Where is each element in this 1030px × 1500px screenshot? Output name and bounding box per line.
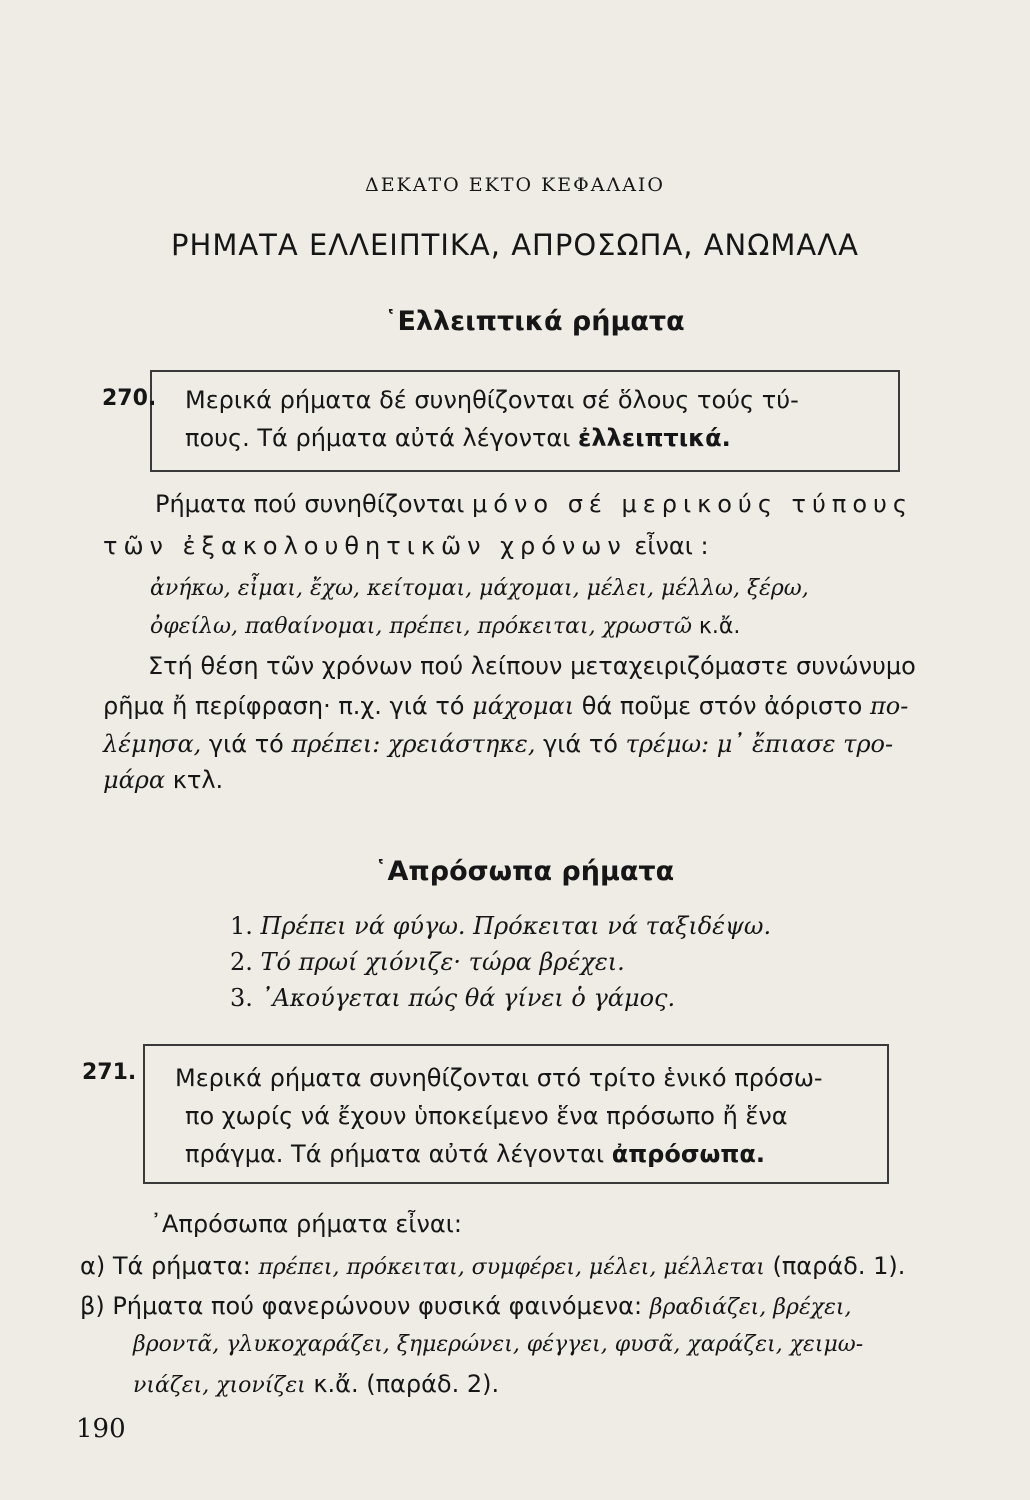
rule-270-line1: Μερικά ρήματα δέ συνηθίζονται σέ ὅλους τούς τύ- xyxy=(185,386,799,414)
para2-line2-verb2: πο- xyxy=(869,692,909,720)
item-a-label: α) xyxy=(80,1252,106,1280)
item-b-verbs: βραδιάζει, βρέχει, xyxy=(649,1295,852,1320)
rule-270-term: ἐλλειπτικά. xyxy=(578,424,731,452)
para2-line3-verb1: λέμησα, xyxy=(103,730,202,758)
example-text: Τό πρωί χιόνιζε· τώρα βρέχει. xyxy=(260,948,625,976)
item-b-line3-verbs: νιάζει, χιονίζει xyxy=(133,1373,306,1398)
rule-271-line3 xyxy=(185,1140,765,1168)
section-heading-elliptic: ῾Ελλειπτικά ρήματα xyxy=(384,306,685,337)
para2-line1: Στή θέση τῶν χρόνων πού λείπουν μεταχειριζόμαστε συνώνυμο xyxy=(148,652,916,680)
rule-270-line2-text: πους. Τά ρήματα αὐτά λέγονται xyxy=(185,424,578,452)
rule-270-line2 xyxy=(185,424,731,452)
item-a-verbs: πρέπει, πρόκειται, συμφέρει, μέλει, μέλλεται xyxy=(258,1255,765,1280)
para2-line2-verb: μάχομαι xyxy=(472,692,575,720)
verbs-line2-etc: κ.ἄ. xyxy=(691,614,741,639)
para2-line3-text2: γιά τό xyxy=(535,730,626,758)
page-number: 190 xyxy=(76,1414,126,1444)
para1-line2 xyxy=(103,532,709,560)
rule-271-line3-text: πράγμα. Τά ρήματα αὐτά λέγονται xyxy=(185,1140,612,1168)
para2-line2-text1: ρῆμα ἤ περίφραση· π.χ. γιά τό xyxy=(103,692,473,720)
para2-line4-etc: κτλ. xyxy=(165,766,224,794)
para1-line2-emphasis: τῶν ἐξακολουθητικῶν χρόνων xyxy=(103,532,627,560)
example-1 xyxy=(230,912,771,940)
example-number: 2. xyxy=(230,948,253,976)
chapter-label: ΔΕΚΑΤΟ ΕΚΤΟ ΚΕΦΑΛΑΙΟ xyxy=(364,174,666,196)
rule-number-270: 270. xyxy=(102,386,157,411)
item-b-label: β) xyxy=(80,1292,105,1320)
item-b xyxy=(80,1292,852,1320)
section-heading-impersonal: ῾Απρόσωπα ρήματα xyxy=(374,856,675,887)
rule-271-line1: Μερικά ρήματα συνηθίζονται στό τρίτο ἑνικό πρόσω- xyxy=(175,1064,823,1092)
para2-line4 xyxy=(103,766,223,794)
verbs-line1: ἀνήκω, εἶμαι, ἔχω, κείτομαι, μάχομαι, μέλει, μέλλω, ξέρω, xyxy=(150,576,809,601)
para2-line3-verb3: τρέμω: μ᾿ ἔπιασε τρο- xyxy=(625,730,894,758)
item-a xyxy=(80,1252,905,1280)
verbs-line2 xyxy=(150,614,740,639)
para2-line3-verb2: πρέπει: χρειάστηκε, xyxy=(291,730,536,758)
item-a-text: Τά ρήματα: xyxy=(112,1252,259,1280)
para1-emphasis: μόνο σέ μερικούς τύπους xyxy=(472,490,913,518)
rule-271-term: ἀπρόσωπα. xyxy=(611,1140,765,1168)
para2-line2 xyxy=(103,692,908,720)
chapter-title: ΡΗΜΑΤΑ ΕΛΛΕΙΠΤΙΚΑ, ΑΠΡΟΣΩΠΑ, ΑΝΩΜΑΛΑ xyxy=(171,228,859,262)
item-b-line3 xyxy=(133,1370,499,1398)
example-2 xyxy=(230,948,625,976)
example-number: 1. xyxy=(230,912,253,940)
rule-271-line2: πο χωρίς νά ἔχουν ὑποκείμενο ἕνα πρόσωπο ἤ ἕνα xyxy=(185,1102,788,1130)
para2-line4-word: μάρα xyxy=(103,766,166,794)
para2-line2-text2: θά ποῦμε στόν ἀόριστο xyxy=(574,692,870,720)
para2-line3-text1: γιά τό xyxy=(201,730,292,758)
para1-line1-text: Ρήματα πού συνηθίζονται xyxy=(155,490,473,518)
rule-number-271: 271. xyxy=(82,1060,137,1085)
item-b-text: Ρήματα πού φανερώνουν φυσικά φαινόμενα: xyxy=(112,1292,650,1320)
example-text: Πρέπει νά φύγω. Πρόκειται νά ταξιδέψω. xyxy=(260,912,772,940)
para1-line2-text: εἶναι : xyxy=(626,532,709,560)
verbs-line2-verbs: ὀφείλω, παθαίνομαι, πρέπει, πρόκειται, χρωστῶ xyxy=(150,614,692,639)
item-a-ref: (παράδ. 1). xyxy=(764,1252,906,1280)
example-3 xyxy=(230,984,675,1012)
example-number: 3. xyxy=(230,984,253,1012)
item-b-line3-ref: κ.ἄ. (παράδ. 2). xyxy=(305,1370,500,1398)
example-text: ᾿Ακούγεται πώς θά γίνει ὁ γάμος. xyxy=(260,984,676,1012)
item-b-line2: βροντᾶ, γλυκοχαράζει, ξημερώνει, φέγγει, φυσᾶ, χαράζει, χειμω- xyxy=(133,1332,864,1357)
impersonal-intro: ᾿Απρόσωπα ρήματα εἶναι: xyxy=(150,1210,462,1238)
para2-line3 xyxy=(103,730,893,758)
para1-line1 xyxy=(155,490,913,518)
